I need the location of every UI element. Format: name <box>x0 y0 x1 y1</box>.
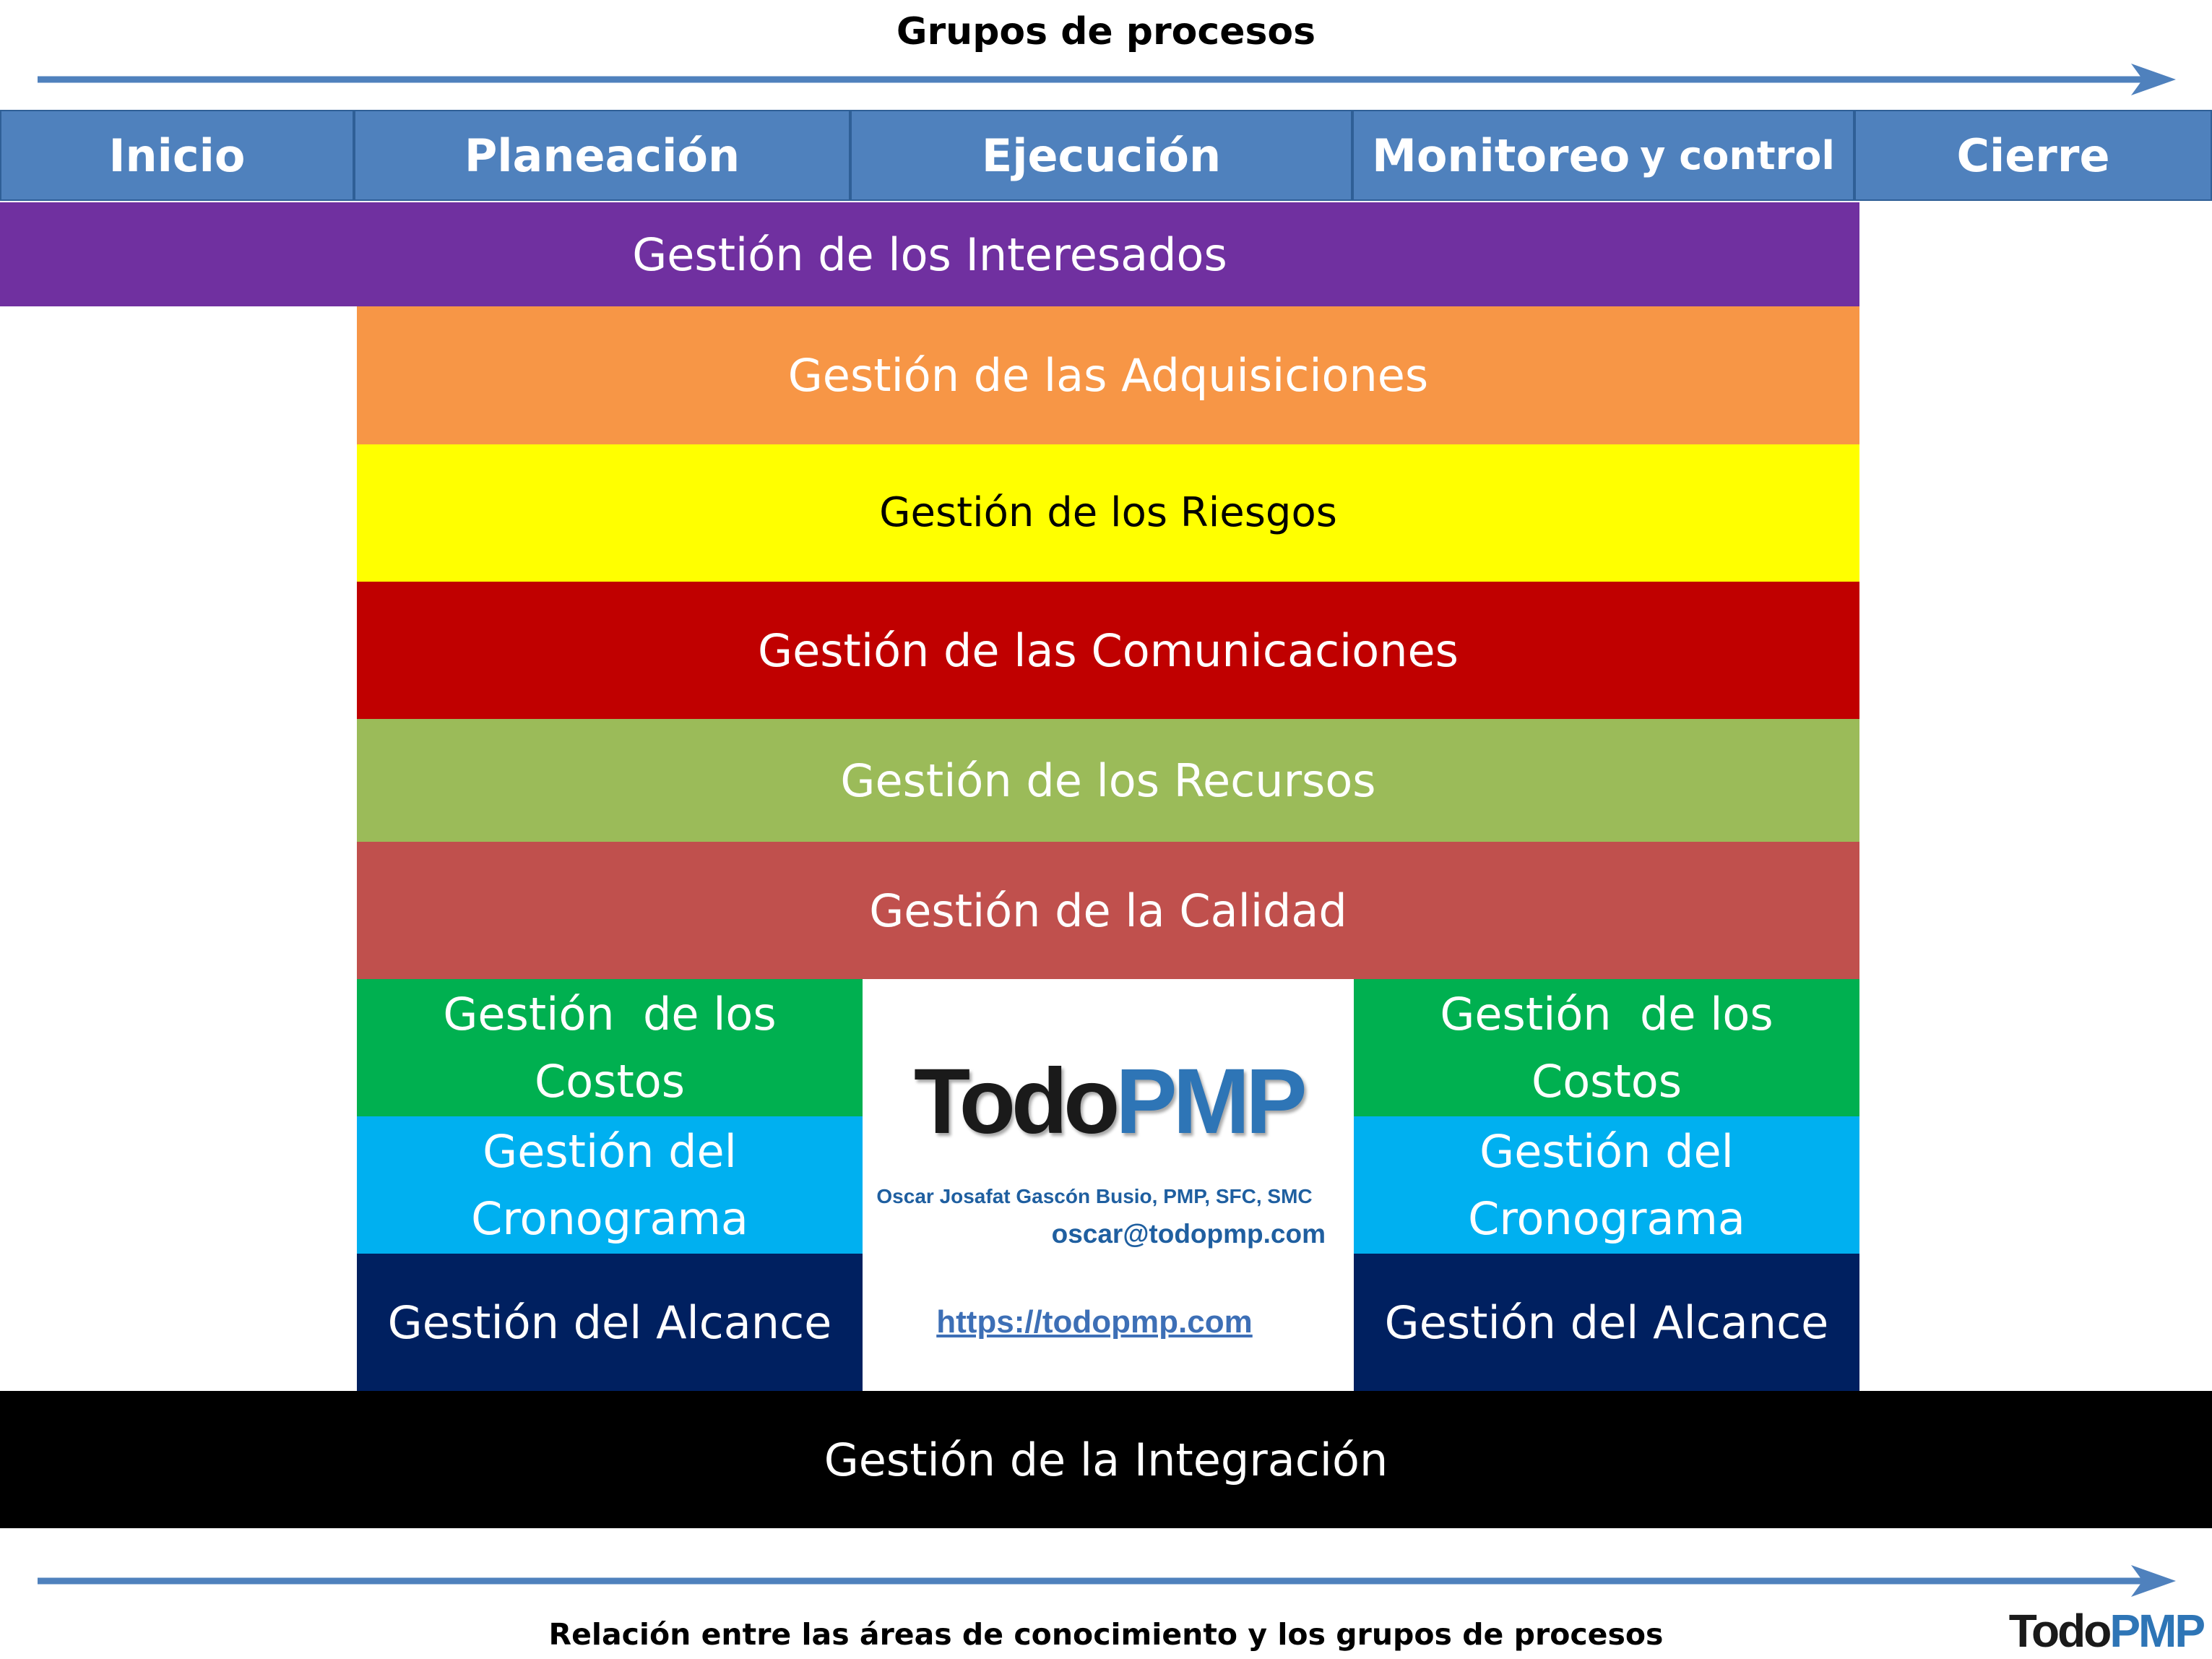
area-alcance-right-label: Gestión del Alcance <box>1384 1296 1829 1349</box>
area-cronograma-left-line2: Cronograma <box>471 1192 748 1245</box>
corner-todopmp-logo: TodoPMP <box>2008 1605 2203 1657</box>
area-interesados-label: Gestión de los Interesados <box>632 228 1227 281</box>
area-comunicaciones <box>357 582 1859 719</box>
area-riesgos-label: Gestión de los Riesgos <box>879 489 1337 536</box>
area-alcance-right <box>1354 1254 1859 1391</box>
area-recursos <box>357 719 1859 842</box>
area-comunicaciones-label: Gestión de las Comunicaciones <box>758 624 1459 677</box>
area-integracion-label: Gestión de la Integración <box>824 1433 1388 1486</box>
area-riesgos <box>357 444 1859 582</box>
area-costos-right <box>1354 979 1859 1116</box>
diagram-title: Grupos de procesos <box>896 10 1316 53</box>
area-alcance-left-label: Gestión del Alcance <box>387 1296 832 1349</box>
area-cronograma-left-line1: Gestión del <box>483 1125 737 1178</box>
phase-monitoreo-y-control: Monitoreo y control <box>1352 110 1854 201</box>
area-calidad <box>357 842 1859 979</box>
area-calidad-label: Gestión de la Calidad <box>869 884 1347 937</box>
phase-planeacion: Planeación <box>354 110 850 201</box>
phase-cierre: Cierre <box>1854 110 2212 201</box>
area-costos-left <box>357 979 863 1116</box>
area-costos-right-line2: Costos <box>1531 1055 1682 1108</box>
todopmp-logo: TodoPMP <box>914 1050 1303 1153</box>
area-costos-left-line2: Costos <box>534 1055 686 1108</box>
top-arrow <box>0 58 2212 101</box>
process-groups-header <box>0 110 2212 201</box>
area-cronograma-left <box>357 1116 863 1254</box>
area-recursos-label: Gestión de los Recursos <box>840 754 1376 807</box>
author-email[interactable]: oscar@todopmp.com <box>1051 1219 1326 1249</box>
area-integracion <box>0 1391 2212 1528</box>
diagram-caption: Relación entre las áreas de conocimiento y los grupos de procesos <box>548 1617 1664 1652</box>
area-cronograma-right-line1: Gestión del <box>1479 1125 1734 1178</box>
area-costos-left-line1: Gestión de los <box>443 988 777 1040</box>
area-cronograma-right <box>1354 1116 1859 1254</box>
phase-monitoreo-suffix: y control <box>1640 132 1835 178</box>
phase-ejecucion: Ejecución <box>850 110 1352 201</box>
author-name: Oscar Josafat Gascón Busio, PMP, SFC, SMC <box>876 1185 1313 1207</box>
area-adquisiciones-label: Gestión de las Adquisiciones <box>787 349 1429 402</box>
area-cronograma-right-line2: Cronograma <box>1468 1192 1745 1245</box>
bottom-arrow <box>0 1559 2212 1603</box>
website-link[interactable]: https://todopmp.com <box>936 1304 1253 1340</box>
area-adquisiciones <box>357 306 1859 444</box>
phase-inicio: Inicio <box>0 110 354 201</box>
area-costos-right-line1: Gestión de los <box>1440 988 1774 1040</box>
area-alcance-left <box>357 1254 863 1391</box>
area-interesados <box>0 202 1859 306</box>
